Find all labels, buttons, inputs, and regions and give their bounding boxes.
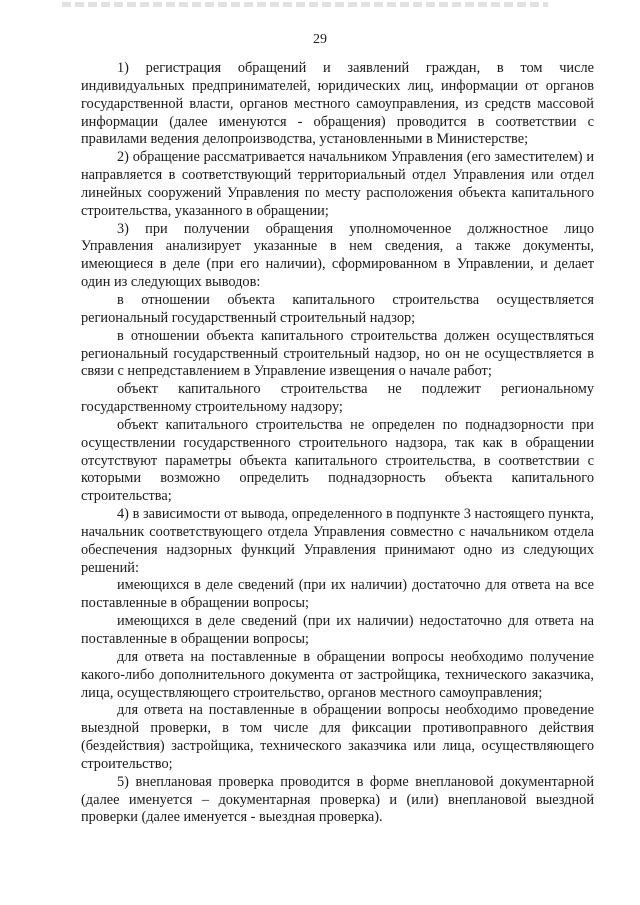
paragraph-9: имеющихся в деле сведений (при их наличии) достаточно для ответа на все поставленные в обращении вопросы; (81, 577, 594, 612)
paragraph-3: 3) при получении обращения уполномоченное должностное лицо Управления анализирует указанные в нем сведения, а также документы, имеющиеся в деле (при его наличии), сформированном в Управлении, и делает один из следующих выводов: (81, 220, 594, 291)
paragraph-2: 2) обращение рассматривается начальником Управления (его заместителем) и направляется в соответствующий территориальный отдел Управления или отдел линейных сооружений Управления по месту расположения объекта капитального строительства, указанного в обращении; (81, 149, 594, 219)
page-number: 29 (313, 32, 327, 47)
paragraph-11: для ответа на поставленные в обращении вопросы необходимо получение какого-либо дополнительного документа от застройщика, технического заказчика, лица, осуществляющего строительство, органов местного самоуправления; (81, 648, 594, 701)
document-body (81, 60, 594, 827)
paragraph-13: 5) внеплановая проверка проводится в форме внеплановой документарной (далее именуется – документарная проверка) и (или) внеплановой выездной проверки (далее именуется - выездная проверка). (81, 773, 594, 826)
paragraph-6: объект капитального строительства не подлежит региональному государственному строительному надзору; (81, 381, 594, 416)
paragraph-5: в отношении объекта капитального строительства должен осуществляться региональный государственный строительный надзор, но он не осуществляется в связи с непредставлением в Управление извещения о начале работ; (81, 327, 594, 380)
paragraph-12: для ответа на поставленные в обращении вопросы необходимо проведение выездной проверки, в том числе для фиксации противоправного действия (бездействия) застройщика, технического заказчика или лица, осуществляющего строительство; (81, 702, 594, 772)
paragraph-8: 4) в зависимости от вывода, определенного в подпункте 3 настоящего пункта, начальник соответствующего отдела Управления совместно с начальником отдела обеспечения надзорных функций Управления принимают одно из следующих решений: (81, 506, 594, 576)
paragraph-10: имеющихся в деле сведений (при их наличии) недостаточно для ответа на поставленные в обращении вопросы; (81, 613, 594, 647)
scan-header-strip (62, 2, 548, 7)
paragraph-1: 1) регистрация обращений и заявлений граждан, в том числе индивидуальных предпринимателей, юридических лиц, информации от органов государственной власти, органов местного самоуправления, из средств массовой информации (далее именуются - обращения) проводится в соответствии с правилами ведения делопроизводства, установленными в Министерстве; (81, 60, 594, 148)
paragraph-7: объект капитального строительства не определен по поднадзорности при осуществлении государственного строительного надзора, так как в обращении отсутствуют параметры объекта капитального строительства, в соответствии с которыми возможно определить поднадзорность объекта капитального строительства; (81, 416, 594, 505)
paragraph-4: в отношении объекта капитального строительства осуществляется региональный государственный строительный надзор; (81, 291, 594, 326)
